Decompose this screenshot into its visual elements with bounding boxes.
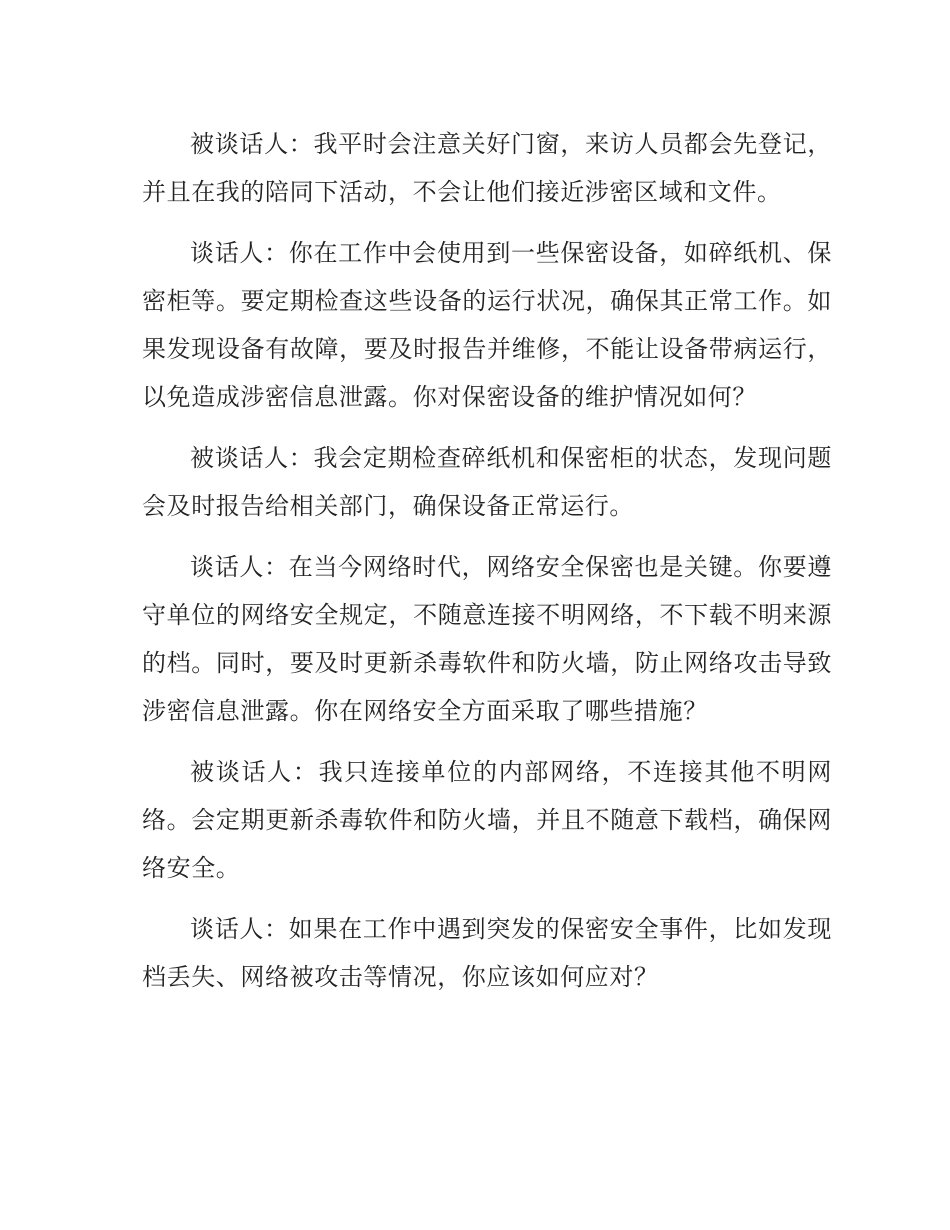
document-body: [142, 120, 832, 1014]
paragraph-interviewer-2: 谈话人：在当今网络时代，网络安全保密也是关键。你要遵守单位的网络安全规定，不随意连接不明网络，不下载不明来源的档。同时，要及时更新杀毒软件和防火墙，防止网络攻击导致涉密信息泄露。你在网络安全方面采取了哪些措施？: [142, 553, 832, 725]
paragraph-interviewer-3: 谈话人：如果在工作中遇到突发的保密安全事件，比如发现档丢失、网络被攻击等情况，你应该如何应对？: [142, 915, 832, 991]
paragraph-respondent-1: 被谈话人：我平时会注意关好门窗，来访人员都会先登记，并且在我的陪同下活动，不会让他们接近涉密区域和文件。: [142, 130, 832, 206]
paragraph-interviewer-1: 谈话人：你在工作中会使用到一些保密设备，如碎纸机、保密柜等。要定期检查这些设备的运行状况，确保其正常工作。如果发现设备有故障，要及时报告并维修，不能让设备带病运行，以免造成涉密信息泄露。你对保密设备的维护情况如何？: [142, 239, 832, 411]
paragraph-respondent-2: 被谈话人：我会定期检查碎纸机和保密柜的状态，发现问题会及时报告给相关部门，确保设备正常运行。: [142, 444, 832, 520]
paragraph-respondent-3: 被谈话人：我只连接单位的内部网络，不连接其他不明网络。会定期更新杀毒软件和防火墙，并且不随意下载档，确保网络安全。: [142, 758, 832, 882]
